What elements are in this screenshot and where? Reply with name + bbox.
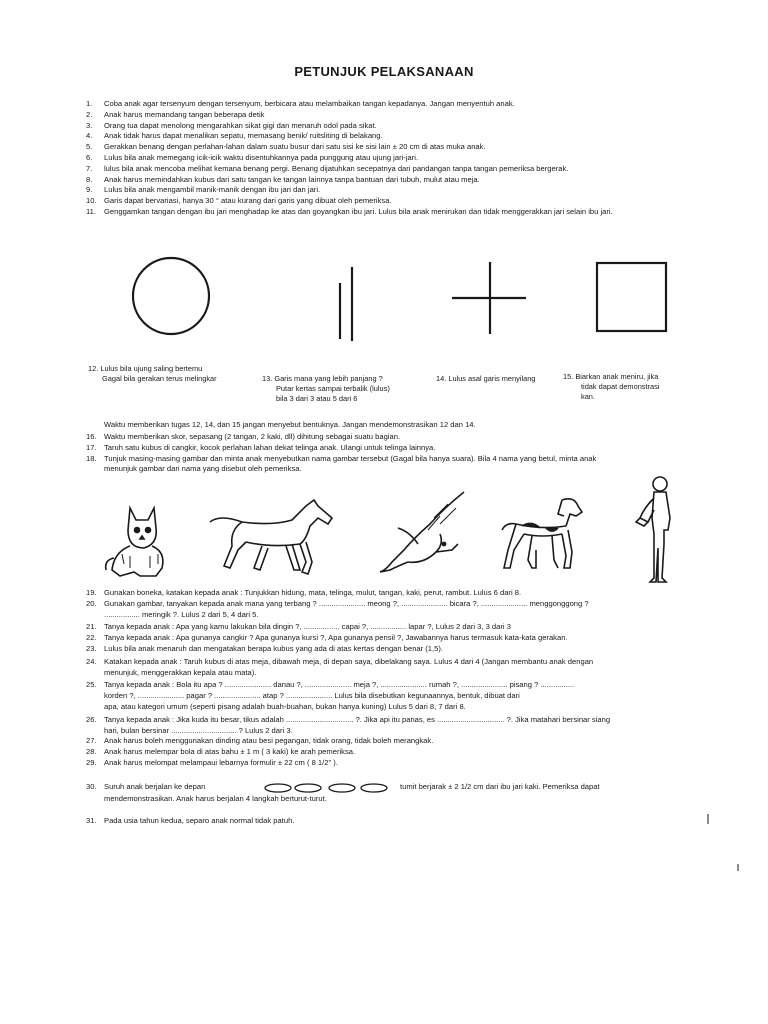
list-item: 26. Tanya kepada anak : Jika kuda itu besar, tikus adalah ................................ ?. Jika api itu panas, es ................................ ?. Jika matahari bersinar siang	[86, 714, 611, 724]
caption-14: 14. Lulus asal garis menyilang	[436, 374, 536, 383]
list-item: 19. Gunakan boneka, katakan kepada anak : Tunjukkan hidung, mata, telinga, mulut, tangan, kaki, perut, rambut. Lulus 6 dari 8.	[86, 588, 522, 597]
list-item: 28. Anak harus melempar bola di atas bahu ± 1 m ( 3 kaki) ke arah pemeriksa.	[86, 747, 356, 757]
parallel-lines-shape	[334, 265, 360, 345]
heel-to-toe-footprints-icon	[264, 782, 390, 794]
scan-speck	[734, 862, 744, 874]
instruction-list-top	[86, 99, 696, 218]
list-item-continuation: menunjuk gambar dari nama yang disebut oleh pemeriksa.	[104, 464, 302, 474]
list-item: 6. Lulus bila anak memegang icik-icik waktu disentuhkannya pada punggung atau ujung jari-jari.	[86, 152, 419, 162]
list-item: 22. Tanya kepada anak : Apa gunanya cangkir ? Apa gunanya kursi ?, Apa gunanya pensil ?, Jawabannya harus termasuk kata-kata gerakan.	[86, 633, 568, 643]
bird-picture	[374, 488, 470, 580]
list-item: 8. Anak harus memindahkan kubus dari satu tangan ke tangan lainnya tanpa bantuan dari tubuh, mulut atau meja.	[86, 174, 480, 184]
list-item: 7. lulus bila anak mencoba melihat kemana benang pergi. Benang dijatuhkan secepatnya dari pandangan tanpa tangan pemeriksa bergerak.	[86, 163, 569, 173]
list-item: 23. Lulus bila anak menaruh dan mengatakan berapa kubus yang ada di atas kertas dengan benar (1,5).	[86, 643, 443, 653]
caption-12: 12. Lulus bila ujung saling bertemu Gagal bila gerakan terus melingkar	[88, 364, 217, 383]
list-item: 11. Genggamkan tangan dengan ibu jari menghadap ke atas dan goyangkan ibu jari. Lulus bila anak menirukan dan tidak menggerakkan jari selain ibu jari.	[86, 206, 613, 216]
instruction-item-31	[86, 816, 696, 827]
list-item: 16. Waktu memberikan skor, sepasang (2 tangan, 2 kaki, dll) dihitung sebagai suatu bagian.	[86, 432, 401, 441]
instruction-list-mid	[86, 432, 696, 475]
circle-shape	[130, 255, 212, 337]
list-item: 1. Coba anak agar tersenyum dengan tersenyum, berbicara atau melambaikan tangan kepadanya. Jangan menyentuh anak.	[86, 99, 515, 108]
caption-13: 13. Garis mana yang lebih panjang ? Putar kertas sampai terbalik (lulus) bila 3 dari 3 atau 5 dari 6	[262, 374, 390, 403]
list-item: 31. Pada usia tahun kedua, separo anak normal tidak patuh.	[86, 816, 295, 825]
list-item-continuation: ................. meringik ?. Lulus 2 dari 5, 4 dari 5.	[104, 609, 259, 619]
list-item: 5. Gerakkan benang dengan perlahan-lahan dalam suatu busur dari satu sisi ke sisi lain ± 20 cm di atas muka anak.	[86, 142, 486, 152]
horse-picture	[202, 496, 342, 578]
list-item: 30. Suruh anak berjalan ke depan tumit berjarak ± 2 1/2 cm dari ibu jari kaki. Pemeriksa dapat	[86, 782, 696, 794]
page-title: PETUNJUK PELAKSANAAN	[294, 64, 474, 79]
list-item: 9. Lulus bila anak mengambil manik-manik dengan ibu jari dan jari.	[86, 185, 321, 195]
list-item: 20. Gunakan gambar, tanyakan kepada anak mana yang terbang ? ...................... meong ?, ...................... bicara ?, ...................... menggonggong ?	[86, 598, 589, 608]
list-item: 4. Anak tidak harus dapat menalikan sepatu, memasang benik/ ruitsliting di belakang.	[86, 131, 383, 141]
list-item: 2. Anak harus memandang tangan beberapa detik	[86, 109, 265, 119]
instruction-list-bottom	[86, 588, 696, 769]
list-item: 10. Garis dapat bervariasi, hanya 30 ° atau kurang dari garis yang dibuat oleh pemeriksa.	[86, 196, 392, 206]
list-item: 17. Taruh satu kubus di cangkir, kocok perlahan lahan dekat telinga anak. Ulangi untuk telinga lainnya.	[86, 442, 436, 452]
square-shape	[594, 260, 670, 336]
list-item: 27. Anak harus boleh menggunakan dinding atau besi pegangan, tidak orang, tidak boleh merangkak.	[86, 736, 434, 746]
instruction-item-30	[86, 782, 696, 805]
scan-speck	[704, 812, 714, 828]
list-item: 21. Tanya kepada anak : Apa yang kamu lakukan bila dingin ?, ................. capai ?, ................. lapar ?, Lulus 2 dari 3, 3 dari 3	[86, 622, 511, 632]
list-item: 25. Tanya kepada anak : Bola itu apa ? ...................... danau ?, ...................... meja ?, ...................... rumah ?, ...................... pisang ? ................	[86, 680, 575, 690]
list-item: 24. Katakan kepada anak : Taruh kubus di atas meja, dibawah meja, di depan saya, dibelakang saya. Lulus 4 dari 4 (Jangan membantu anak dengan	[86, 656, 594, 666]
list-item-continuation: mendemonstrasikan. Anak harus berjalan 4 langkah berturut-turut.	[104, 794, 327, 803]
list-item-continuation: menunjuk, menggerakkan kepala atau mata).	[104, 667, 257, 677]
list-item-continuation: korden ?, ...................... pagar ? ...................... atap ? ...................... Lulus bila disebutkan kegunaannya, bentuk, dibuat dari	[104, 691, 520, 701]
list-item: 18. Tunjuk masing-masing gambar dan minta anak menyebutkan nama gambar tersebut (Gagal bila hanya suara). Bila 4 nama yang betul, minta anak	[86, 453, 597, 463]
list-item: 29. Anak harus melompat melampaui lebarnya formulir ± 22 cm ( 8 1/2" ).	[86, 757, 338, 767]
cross-shape	[450, 258, 530, 338]
caption-15: 15. Biarkan anak meniru, jika tidak dapat demonstrasi kan.	[563, 372, 660, 401]
list-item-continuation: apa, atau kategori umum (seperti pisang adalah buah-buahan, bukan hanya kuning) Lulus 5 dari 8, 7 dari 8.	[104, 701, 466, 711]
dog-picture	[492, 490, 588, 576]
man-picture	[634, 474, 684, 586]
cat-picture	[100, 498, 182, 580]
note-text: Waktu memberikan tugas 12, 14, dan 15 jangan menyebut bentuknya. Jangan mendemonstrasikan 12 dan 14.	[104, 420, 476, 429]
list-item: 3. Orang tua dapat menolong mengarahkan sikat gigi dan menaruh odol pada sikat.	[86, 120, 377, 130]
list-item-continuation: hari, bulan bersinar ............................... ? Lulus 2 dari 3.	[104, 725, 293, 735]
